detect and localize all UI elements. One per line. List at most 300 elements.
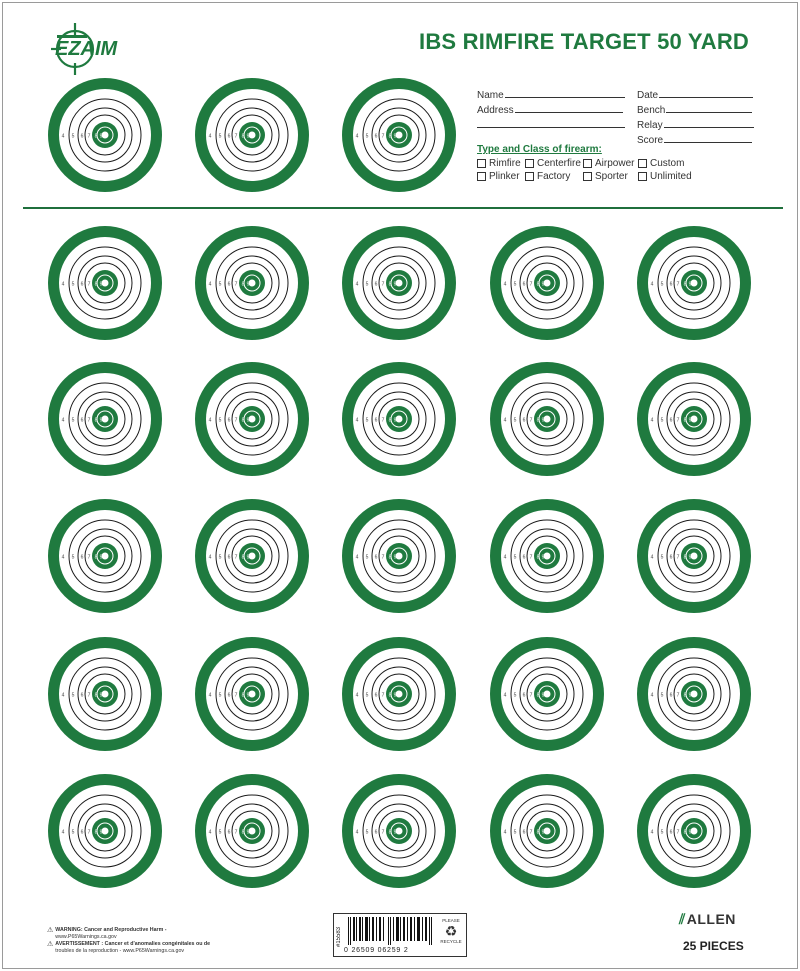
ring-score-label: 8 <box>241 417 245 424</box>
page-title: IBS RIMFIRE TARGET 50 YARD <box>419 29 749 54</box>
target-grid-2-2[interactable] <box>194 361 310 477</box>
ring-score-label: 4 <box>61 692 65 699</box>
ring-score-label: 9 <box>393 417 397 424</box>
target-bullseye <box>47 773 163 889</box>
ring-score-label: 7 <box>234 281 238 288</box>
target-bullseye <box>636 225 752 341</box>
ring-score-label: 6 <box>80 281 84 288</box>
sku-number: #15583 <box>336 926 342 947</box>
checkbox-centerfire[interactable] <box>525 158 581 169</box>
allen-brand-text: ALLEN <box>686 911 736 927</box>
ring-score-label: 5 <box>365 692 369 699</box>
checkbox-label: Plinker <box>489 171 520 182</box>
ring-score-label: 5 <box>513 417 517 424</box>
target-grid-3-3[interactable] <box>341 498 457 614</box>
target-grid-4-3[interactable] <box>341 636 457 752</box>
ring-score-label: 9 <box>393 829 397 836</box>
target-bullseye <box>489 773 605 889</box>
target-center-dot <box>688 553 698 561</box>
ring-score-label: 6 <box>669 281 673 288</box>
target-bullseye <box>341 361 457 477</box>
ring-score-label: 8 <box>388 829 392 836</box>
target-grid-5-5[interactable] <box>636 773 752 889</box>
checkbox-label: Sporter <box>595 171 628 182</box>
ring-score-label: 9 <box>541 281 545 288</box>
ring-score-label: 4 <box>503 417 507 424</box>
ring-score-label: 8 <box>683 281 687 288</box>
ring-score-label: 7 <box>87 692 91 699</box>
ring-score-label: 7 <box>87 417 91 424</box>
prop65-warning <box>47 927 227 955</box>
ring-score-label: 7 <box>529 692 533 699</box>
ring-score-label: 6 <box>227 692 231 699</box>
ring-score-label: 8 <box>536 281 540 288</box>
ring-score-label: 9 <box>99 133 103 140</box>
ring-score-label: 8 <box>241 692 245 699</box>
ring-score-label: 8 <box>536 829 540 836</box>
avert-line1: AVERTISSEMENT : Cancer et d'anomalies congénitales ou de <box>55 941 211 947</box>
target-center-dot <box>393 132 403 140</box>
ring-score-label: 7 <box>87 554 91 561</box>
checkbox-label: Airpower <box>595 158 635 169</box>
ring-score-label: 9 <box>393 133 397 140</box>
target-bullseye <box>636 636 752 752</box>
ring-score-label: 5 <box>218 281 222 288</box>
ring-score-label: 6 <box>522 554 526 561</box>
ring-score-label: 7 <box>676 692 680 699</box>
ring-score-label: 8 <box>536 692 540 699</box>
ring-score-label: 4 <box>650 281 654 288</box>
ring-score-label: 6 <box>669 829 673 836</box>
target-grid-2-4[interactable] <box>489 361 605 477</box>
target-center-dot <box>246 280 256 288</box>
target-center-dot <box>688 828 698 836</box>
ring-score-label: 9 <box>393 281 397 288</box>
address-label: Address <box>477 105 514 116</box>
ring-score-label: 6 <box>669 417 673 424</box>
allen-brand <box>679 911 736 928</box>
score-label: Score <box>637 135 664 146</box>
ring-score-label: 9 <box>99 829 103 836</box>
target-top-1[interactable] <box>47 77 163 193</box>
target-grid-4-4[interactable] <box>489 636 605 752</box>
ring-score-label: 7 <box>676 417 680 424</box>
target-center-dot <box>688 691 698 699</box>
score-line <box>664 132 752 143</box>
target-center-dot <box>541 280 551 288</box>
ring-score-label: 4 <box>355 554 359 561</box>
barcode-box <box>333 913 467 957</box>
target-grid-5-1[interactable] <box>47 773 163 889</box>
ring-score-label: 4 <box>503 829 507 836</box>
relay-field[interactable] <box>637 117 754 131</box>
target-grid-3-5[interactable] <box>636 498 752 614</box>
target-bullseye <box>194 498 310 614</box>
ring-score-label: 7 <box>87 829 91 836</box>
ring-score-label: 8 <box>536 554 540 561</box>
ring-score-label: 9 <box>541 692 545 699</box>
target-bullseye <box>194 636 310 752</box>
ring-score-label: 5 <box>218 133 222 140</box>
target-center-dot <box>541 553 551 561</box>
target-center-dot <box>99 132 109 140</box>
avert-line2: troubles de la reproduction - www.P65Warnings.ca.gov <box>55 948 185 954</box>
ring-score-label: 4 <box>355 417 359 424</box>
ring-score-label: 9 <box>246 554 250 561</box>
ring-score-label: 6 <box>227 829 231 836</box>
target-bullseye <box>636 773 752 889</box>
ring-score-label: 4 <box>355 692 359 699</box>
target-grid-1-4[interactable] <box>489 225 605 341</box>
ring-score-label: 9 <box>688 281 692 288</box>
target-bullseye <box>341 773 457 889</box>
checkbox-rimfire[interactable] <box>477 158 521 169</box>
checkbox-box[interactable] <box>525 159 534 168</box>
ring-score-label: 6 <box>374 417 378 424</box>
ring-score-label: 4 <box>208 133 212 140</box>
ring-score-label: 7 <box>234 554 238 561</box>
ring-score-label: 4 <box>503 554 507 561</box>
checkbox-box[interactable] <box>477 172 486 181</box>
ring-score-label: 7 <box>381 133 385 140</box>
checkbox-sporter[interactable] <box>583 171 628 182</box>
ring-score-label: 9 <box>99 554 103 561</box>
ring-score-label: 4 <box>650 554 654 561</box>
target-center-dot <box>246 553 256 561</box>
target-center-dot <box>99 691 109 699</box>
ring-score-label: 8 <box>388 692 392 699</box>
relay-line <box>664 117 754 128</box>
target-bullseye <box>489 636 605 752</box>
target-top-2[interactable] <box>194 77 310 193</box>
target-bullseye <box>194 361 310 477</box>
ring-score-label: 7 <box>676 829 680 836</box>
target-bullseye <box>47 361 163 477</box>
checkbox-label: Rimfire <box>489 158 521 169</box>
target-bullseye <box>341 636 457 752</box>
ring-score-label: 7 <box>381 829 385 836</box>
ring-score-label: 7 <box>87 281 91 288</box>
ring-score-label: 5 <box>218 417 222 424</box>
ring-score-label: 4 <box>208 829 212 836</box>
target-center-dot <box>541 828 551 836</box>
ring-score-label: 8 <box>94 692 98 699</box>
ring-score-label: 7 <box>234 829 238 836</box>
ring-score-label: 8 <box>94 133 98 140</box>
date-line <box>659 87 753 98</box>
ring-score-label: 5 <box>71 417 75 424</box>
ring-score-label: 7 <box>234 417 238 424</box>
ring-score-label: 8 <box>388 417 392 424</box>
ring-score-label: 7 <box>529 281 533 288</box>
ring-score-label: 9 <box>688 829 692 836</box>
ring-score-label: 6 <box>80 692 84 699</box>
ring-score-label: 6 <box>227 281 231 288</box>
ring-score-label: 4 <box>355 133 359 140</box>
ring-score-label: 4 <box>61 133 65 140</box>
score-field[interactable] <box>637 132 752 146</box>
checkbox-label: Custom <box>650 158 685 169</box>
ring-score-label: 6 <box>374 281 378 288</box>
ring-score-label: 8 <box>536 417 540 424</box>
target-grid-3-4[interactable] <box>489 498 605 614</box>
target-grid-1-3[interactable] <box>341 225 457 341</box>
warning-triangle-icon: ⚠ <box>47 927 54 934</box>
ring-score-label: 8 <box>388 281 392 288</box>
avert-text <box>55 941 210 955</box>
address-field-2[interactable] <box>477 117 625 128</box>
ring-score-label: 6 <box>374 554 378 561</box>
checkbox-box[interactable] <box>638 172 647 181</box>
ring-score-label: 7 <box>381 417 385 424</box>
address-line-2 <box>477 117 625 128</box>
target-grid-5-3[interactable] <box>341 773 457 889</box>
ring-score-label: 9 <box>688 417 692 424</box>
ring-score-label: 9 <box>246 417 250 424</box>
ring-score-label: 9 <box>99 417 103 424</box>
ring-score-label: 5 <box>218 692 222 699</box>
checkbox-box[interactable] <box>525 172 534 181</box>
target-center-dot <box>541 691 551 699</box>
section-divider <box>23 207 783 209</box>
ring-score-label: 7 <box>381 554 385 561</box>
ring-score-label: 5 <box>660 692 664 699</box>
target-bullseye <box>341 77 457 193</box>
target-grid-5-2[interactable] <box>194 773 310 889</box>
checkbox-label: Factory <box>537 171 571 182</box>
ring-score-label: 4 <box>503 692 507 699</box>
ring-score-label: 4 <box>61 554 65 561</box>
target-bullseye <box>341 498 457 614</box>
ring-score-label: 5 <box>365 133 369 140</box>
target-bullseye <box>341 225 457 341</box>
target-center-dot <box>688 280 698 288</box>
target-grid-4-5[interactable] <box>636 636 752 752</box>
target-center-dot <box>393 416 403 424</box>
ring-score-label: 6 <box>227 417 231 424</box>
ring-score-label: 9 <box>541 417 545 424</box>
checkbox-factory[interactable] <box>525 171 570 182</box>
target-grid-3-2[interactable] <box>194 498 310 614</box>
ring-score-label: 9 <box>688 692 692 699</box>
target-bullseye <box>489 498 605 614</box>
ring-score-label: 6 <box>227 133 231 140</box>
target-bullseye <box>194 77 310 193</box>
target-bullseye <box>47 225 163 341</box>
checkbox-airpower[interactable] <box>583 158 634 169</box>
ring-score-label: 5 <box>218 554 222 561</box>
allen-mark-icon: ⫽ <box>679 911 686 927</box>
ring-score-label: 5 <box>71 281 75 288</box>
target-center-dot <box>541 416 551 424</box>
upc-number: 0 26509 06259 2 <box>344 947 409 954</box>
ring-score-label: 8 <box>241 281 245 288</box>
bench-line <box>666 102 752 113</box>
checkbox-custom[interactable] <box>638 158 684 169</box>
checkbox-label: Centerfire <box>537 158 581 169</box>
ring-score-label: 5 <box>218 829 222 836</box>
ring-score-label: 4 <box>208 281 212 288</box>
ring-score-label: 6 <box>522 829 526 836</box>
ring-score-label: 4 <box>650 417 654 424</box>
warning-fr <box>47 941 227 955</box>
target-grid-2-5[interactable] <box>636 361 752 477</box>
target-center-dot <box>99 280 109 288</box>
target-bullseye <box>489 225 605 341</box>
date-field[interactable] <box>637 87 753 101</box>
ring-score-label: 6 <box>522 692 526 699</box>
checkbox-box[interactable] <box>638 159 647 168</box>
shooter-info-form <box>477 87 767 187</box>
target-bullseye <box>194 773 310 889</box>
ring-score-label: 5 <box>71 829 75 836</box>
firearm-class-title: Type and Class of firearm: <box>477 144 602 155</box>
ring-score-label: 6 <box>80 829 84 836</box>
ring-score-label: 8 <box>241 133 245 140</box>
target-grid-4-1[interactable] <box>47 636 163 752</box>
ring-score-label: 8 <box>683 417 687 424</box>
ring-score-label: 6 <box>374 829 378 836</box>
recycle-icon: ♻ <box>444 923 458 939</box>
bench-label: Bench <box>637 105 666 116</box>
bench-field[interactable] <box>637 102 752 116</box>
target-bullseye <box>636 361 752 477</box>
recycle-notice <box>438 918 464 954</box>
target-sheet <box>2 2 798 969</box>
ring-score-label: 6 <box>374 692 378 699</box>
target-center-dot <box>246 132 256 140</box>
ring-score-label: 7 <box>529 417 533 424</box>
checkbox-unlimited[interactable] <box>638 171 692 182</box>
ring-score-label: 9 <box>99 281 103 288</box>
ring-score-label: 7 <box>234 692 238 699</box>
target-grid-2-1[interactable] <box>47 361 163 477</box>
ring-score-label: 6 <box>80 133 84 140</box>
ring-score-label: 5 <box>660 829 664 836</box>
checkbox-box[interactable] <box>583 172 592 181</box>
target-center-dot <box>393 691 403 699</box>
checkbox-plinker[interactable] <box>477 171 520 182</box>
ring-score-label: 7 <box>87 133 91 140</box>
target-center-dot <box>246 828 256 836</box>
ring-score-label: 5 <box>365 829 369 836</box>
checkbox-box[interactable] <box>477 159 486 168</box>
ring-score-label: 5 <box>71 133 75 140</box>
ring-score-label: 5 <box>365 417 369 424</box>
target-grid-1-2[interactable] <box>194 225 310 341</box>
ring-score-label: 4 <box>208 692 212 699</box>
date-label: Date <box>637 90 659 101</box>
target-grid-3-1[interactable] <box>47 498 163 614</box>
barcode-icon <box>348 917 432 945</box>
ring-score-label: 9 <box>246 692 250 699</box>
target-bullseye <box>194 225 310 341</box>
target-center-dot <box>246 416 256 424</box>
target-bullseye <box>489 361 605 477</box>
ring-score-label: 9 <box>393 692 397 699</box>
target-grid-1-5[interactable] <box>636 225 752 341</box>
ring-score-label: 6 <box>522 417 526 424</box>
ring-score-label: 6 <box>374 133 378 140</box>
ring-score-label: 9 <box>99 692 103 699</box>
ring-score-label: 9 <box>246 281 250 288</box>
target-center-dot <box>246 691 256 699</box>
ring-score-label: 4 <box>61 417 65 424</box>
target-bullseye <box>47 77 163 193</box>
target-grid-2-3[interactable] <box>341 361 457 477</box>
target-grid-5-4[interactable] <box>489 773 605 889</box>
ring-score-label: 5 <box>660 281 664 288</box>
target-center-dot <box>393 553 403 561</box>
target-grid-1-1[interactable] <box>47 225 163 341</box>
target-center-dot <box>688 416 698 424</box>
ezaim-logo <box>43 17 147 79</box>
ring-score-label: 4 <box>61 281 65 288</box>
ring-score-label: 7 <box>529 829 533 836</box>
name-line <box>505 87 625 98</box>
ring-score-label: 7 <box>676 554 680 561</box>
target-center-dot <box>99 553 109 561</box>
name-field[interactable] <box>477 87 625 101</box>
piece-count: 25 PIECES <box>683 939 744 953</box>
ring-score-label: 4 <box>355 281 359 288</box>
recycle-top-text: PLEASE <box>442 918 460 923</box>
ring-score-label: 9 <box>393 554 397 561</box>
ring-score-label: 6 <box>669 554 673 561</box>
ring-score-label: 9 <box>246 133 250 140</box>
address-field[interactable] <box>477 102 623 116</box>
relay-label: Relay <box>637 120 663 131</box>
ring-score-label: 7 <box>381 281 385 288</box>
ring-score-label: 4 <box>208 554 212 561</box>
ring-score-label: 5 <box>513 554 517 561</box>
ring-score-label: 9 <box>541 554 545 561</box>
target-bullseye <box>47 498 163 614</box>
ring-score-label: 6 <box>227 554 231 561</box>
ring-score-label: 5 <box>513 692 517 699</box>
ring-score-label: 9 <box>688 554 692 561</box>
target-grid-4-2[interactable] <box>194 636 310 752</box>
warning-line2: www.P65Warnings.ca.gov <box>55 934 117 940</box>
ring-score-label: 8 <box>683 829 687 836</box>
ring-score-label: 5 <box>513 281 517 288</box>
ring-score-label: 5 <box>365 281 369 288</box>
ring-score-label: 5 <box>660 554 664 561</box>
ring-score-label: 6 <box>80 417 84 424</box>
checkbox-box[interactable] <box>583 159 592 168</box>
logo-text: EZAIM <box>55 38 118 60</box>
ring-score-label: 7 <box>529 554 533 561</box>
ring-score-label: 8 <box>683 692 687 699</box>
ring-score-label: 5 <box>365 554 369 561</box>
ring-score-label: 8 <box>241 554 245 561</box>
ring-score-label: 6 <box>669 692 673 699</box>
ring-score-label: 8 <box>683 554 687 561</box>
ring-score-label: 7 <box>234 133 238 140</box>
ring-score-label: 6 <box>80 554 84 561</box>
target-bullseye <box>636 498 752 614</box>
warning-en <box>47 927 227 941</box>
target-top-3[interactable] <box>341 77 457 193</box>
ring-score-label: 7 <box>676 281 680 288</box>
ring-score-label: 8 <box>388 133 392 140</box>
ring-score-label: 7 <box>381 692 385 699</box>
ring-score-label: 8 <box>94 554 98 561</box>
ring-score-label: 5 <box>71 554 75 561</box>
ring-score-label: 4 <box>355 829 359 836</box>
ring-score-label: 4 <box>503 281 507 288</box>
target-center-dot <box>393 280 403 288</box>
